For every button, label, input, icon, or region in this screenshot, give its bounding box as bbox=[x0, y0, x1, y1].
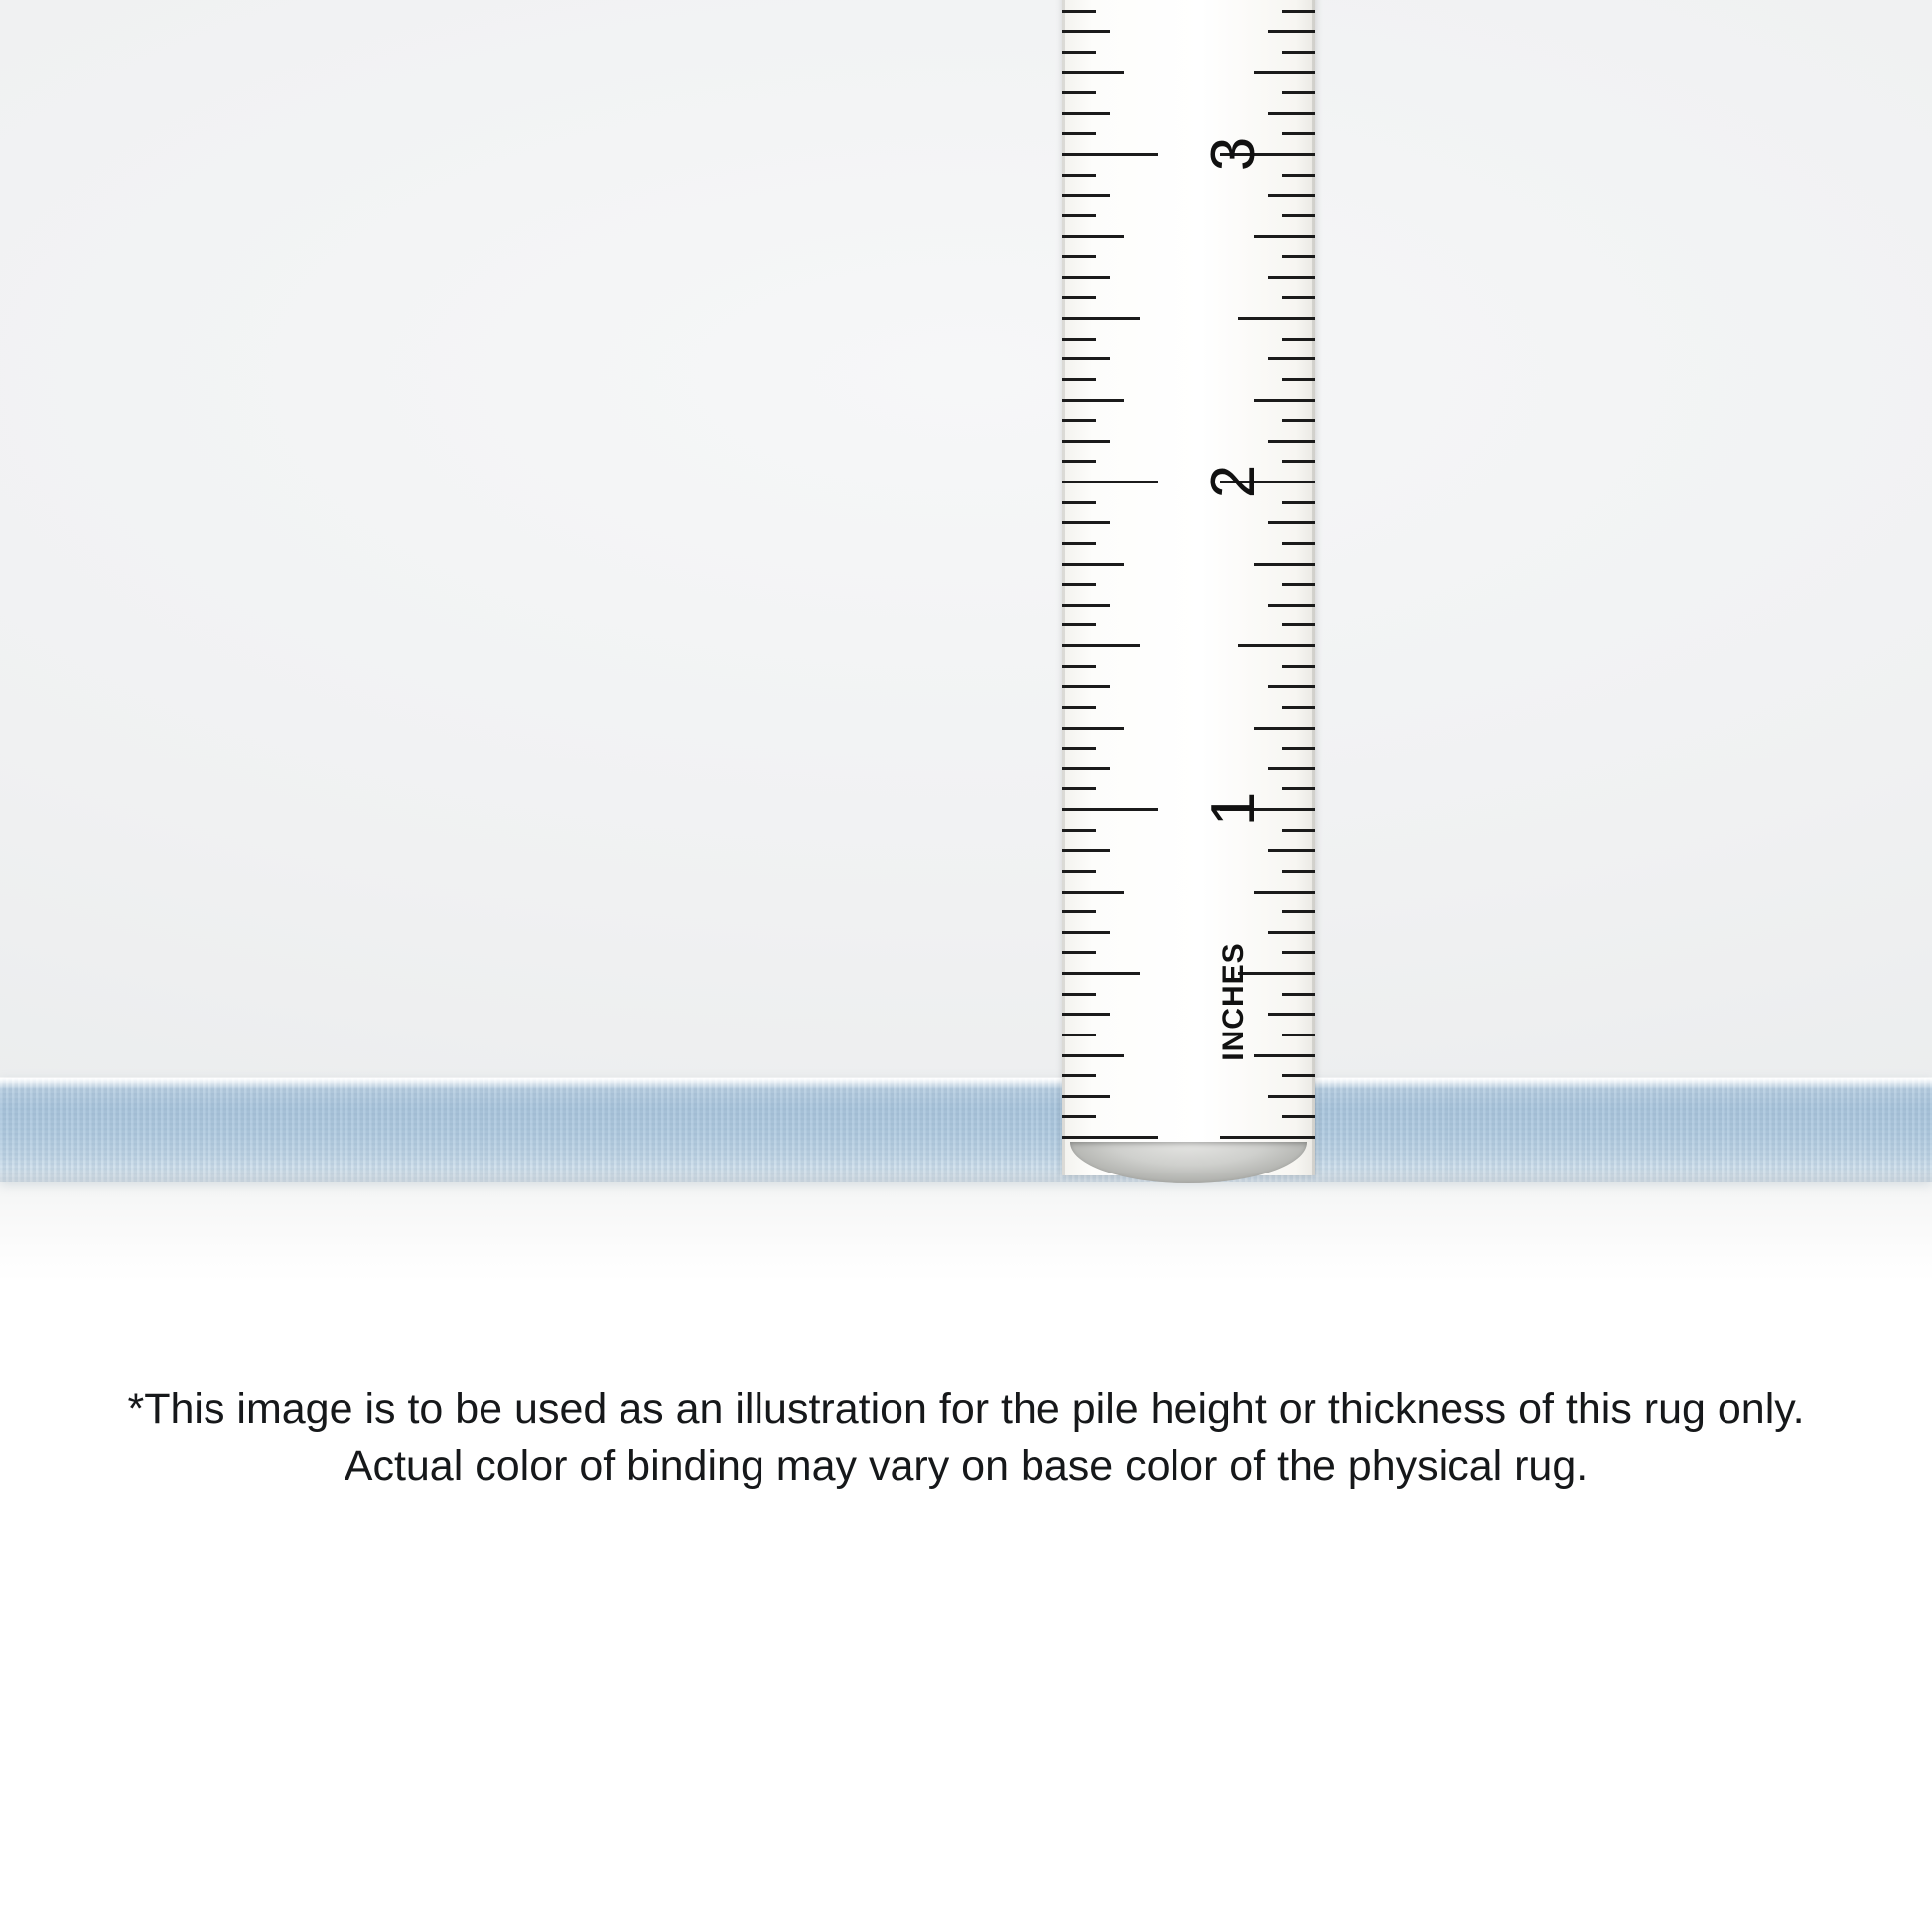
ruler-tick bbox=[1282, 1115, 1315, 1118]
ruler-tick bbox=[1062, 931, 1110, 934]
tape-measure-unit-label: INCHES bbox=[1217, 942, 1250, 1061]
rug-top-highlight bbox=[0, 1078, 1932, 1088]
ruler-tick bbox=[1282, 460, 1315, 463]
ruler-tick bbox=[1282, 419, 1315, 422]
ruler-tick bbox=[1062, 255, 1096, 258]
ruler-tick bbox=[1282, 91, 1315, 94]
ruler-tick bbox=[1062, 993, 1096, 996]
ruler-tick bbox=[1282, 870, 1315, 873]
tape-measure bbox=[1062, 0, 1315, 1175]
ruler-tick bbox=[1062, 521, 1110, 524]
ruler-tick bbox=[1062, 787, 1096, 790]
ruler-tick bbox=[1062, 91, 1096, 94]
ruler-tick bbox=[1282, 829, 1315, 832]
ruler-tick bbox=[1254, 563, 1315, 566]
ruler-tick bbox=[1062, 317, 1140, 320]
ruler-tick bbox=[1062, 1013, 1110, 1016]
ruler-tick bbox=[1062, 1115, 1096, 1118]
ruler-tick bbox=[1282, 665, 1315, 668]
ruler-tick bbox=[1268, 849, 1315, 852]
ruler-tick bbox=[1062, 214, 1096, 217]
ruler-tick bbox=[1268, 357, 1315, 360]
ruler-tick bbox=[1062, 338, 1096, 341]
ruler-tick bbox=[1268, 194, 1315, 197]
ruler-tick bbox=[1062, 1136, 1158, 1139]
ruler-tick bbox=[1062, 71, 1124, 74]
ruler-tick bbox=[1062, 870, 1096, 873]
ruler-tick bbox=[1238, 644, 1315, 647]
ruler-tick bbox=[1062, 1074, 1096, 1077]
ruler-tick bbox=[1062, 132, 1096, 135]
ruler-tick bbox=[1254, 399, 1315, 402]
ruler-tick bbox=[1062, 727, 1124, 730]
ruler-tick bbox=[1268, 1013, 1315, 1016]
ruler-tick bbox=[1062, 460, 1096, 463]
ruler-tick bbox=[1062, 910, 1096, 913]
ruler-tick bbox=[1282, 1034, 1315, 1036]
tape-measure-ticks bbox=[1062, 0, 1315, 1175]
ruler-tick bbox=[1268, 276, 1315, 279]
caption-line-1: *This image is to be used as an illustration for the pile height or thickness of this rug only. bbox=[127, 1385, 1805, 1433]
tape-measure-number-1: 1 bbox=[1199, 791, 1268, 827]
ruler-tick bbox=[1282, 623, 1315, 626]
ruler-tick bbox=[1062, 235, 1124, 238]
ruler-tick bbox=[1282, 378, 1315, 381]
ruler-tick bbox=[1268, 521, 1315, 524]
ruler-tick bbox=[1062, 542, 1096, 545]
ruler-tick bbox=[1254, 71, 1315, 74]
ruler-tick bbox=[1062, 747, 1096, 750]
ruler-tick bbox=[1268, 767, 1315, 770]
ruler-tick bbox=[1282, 10, 1315, 13]
ruler-tick bbox=[1254, 1054, 1315, 1057]
ruler-tick bbox=[1062, 357, 1110, 360]
ruler-tick bbox=[1062, 276, 1110, 279]
ruler-tick bbox=[1254, 235, 1315, 238]
tape-measure-number-3: 3 bbox=[1199, 136, 1268, 172]
ruler-tick bbox=[1282, 910, 1315, 913]
tape-measure-number-2: 2 bbox=[1199, 464, 1268, 499]
ruler-tick bbox=[1062, 1095, 1110, 1098]
ruler-tick bbox=[1282, 214, 1315, 217]
ruler-tick bbox=[1062, 194, 1110, 197]
ruler-tick bbox=[1282, 501, 1315, 504]
ruler-tick bbox=[1062, 583, 1096, 586]
ruler-tick bbox=[1254, 727, 1315, 730]
caption-text bbox=[0, 1380, 1932, 1495]
ruler-tick bbox=[1062, 604, 1110, 607]
ruler-tick bbox=[1062, 972, 1140, 975]
caption-line-2: Actual color of binding may vary on base color of the physical rug. bbox=[344, 1443, 1588, 1491]
ruler-tick bbox=[1268, 685, 1315, 688]
ruler-tick bbox=[1062, 829, 1096, 832]
ruler-tick bbox=[1268, 1095, 1315, 1098]
ruler-tick bbox=[1282, 174, 1315, 177]
ruler-tick bbox=[1062, 951, 1096, 954]
ruler-tick bbox=[1062, 440, 1110, 443]
ruler-tick bbox=[1062, 501, 1096, 504]
ruler-tick bbox=[1062, 1054, 1124, 1057]
ruler-tick bbox=[1062, 665, 1096, 668]
ruler-tick bbox=[1062, 563, 1124, 566]
ruler-tick bbox=[1062, 30, 1110, 33]
ruler-tick bbox=[1282, 132, 1315, 135]
ruler-tick bbox=[1062, 891, 1124, 894]
ruler-tick bbox=[1062, 51, 1096, 54]
ruler-tick bbox=[1282, 542, 1315, 545]
ruler-tick bbox=[1062, 112, 1110, 115]
ruler-tick bbox=[1268, 30, 1315, 33]
ruler-tick bbox=[1282, 296, 1315, 299]
ruler-tick bbox=[1268, 604, 1315, 607]
ruler-tick bbox=[1062, 1034, 1096, 1036]
ruler-tick bbox=[1238, 317, 1315, 320]
ruler-tick bbox=[1062, 419, 1096, 422]
ruler-tick bbox=[1062, 153, 1158, 156]
ruler-tick bbox=[1282, 993, 1315, 996]
ruler-tick bbox=[1062, 10, 1096, 13]
ruler-tick bbox=[1062, 767, 1110, 770]
ruler-tick bbox=[1282, 747, 1315, 750]
ruler-tick bbox=[1062, 706, 1096, 709]
ruler-tick bbox=[1062, 849, 1110, 852]
ruler-tick bbox=[1062, 808, 1158, 811]
ruler-tick bbox=[1062, 399, 1124, 402]
ruler-tick bbox=[1062, 481, 1158, 483]
ruler-tick bbox=[1282, 1074, 1315, 1077]
ruler-tick bbox=[1282, 951, 1315, 954]
ruler-tick bbox=[1268, 931, 1315, 934]
rug-binding-edge bbox=[0, 1078, 1932, 1182]
ruler-tick bbox=[1220, 1136, 1315, 1139]
ruler-tick bbox=[1062, 644, 1140, 647]
ruler-tick bbox=[1268, 440, 1315, 443]
ruler-tick bbox=[1282, 51, 1315, 54]
ruler-tick bbox=[1062, 685, 1110, 688]
ruler-tick bbox=[1062, 174, 1096, 177]
backdrop-floor bbox=[0, 1181, 1932, 1281]
ruler-tick bbox=[1282, 255, 1315, 258]
ruler-tick bbox=[1268, 112, 1315, 115]
ruler-tick bbox=[1282, 583, 1315, 586]
rug-bottom-shadow bbox=[0, 1167, 1932, 1182]
ruler-tick bbox=[1282, 706, 1315, 709]
ruler-tick bbox=[1062, 378, 1096, 381]
ruler-tick bbox=[1062, 623, 1096, 626]
ruler-tick bbox=[1282, 787, 1315, 790]
ruler-tick bbox=[1254, 891, 1315, 894]
ruler-tick bbox=[1282, 338, 1315, 341]
ruler-tick bbox=[1062, 296, 1096, 299]
